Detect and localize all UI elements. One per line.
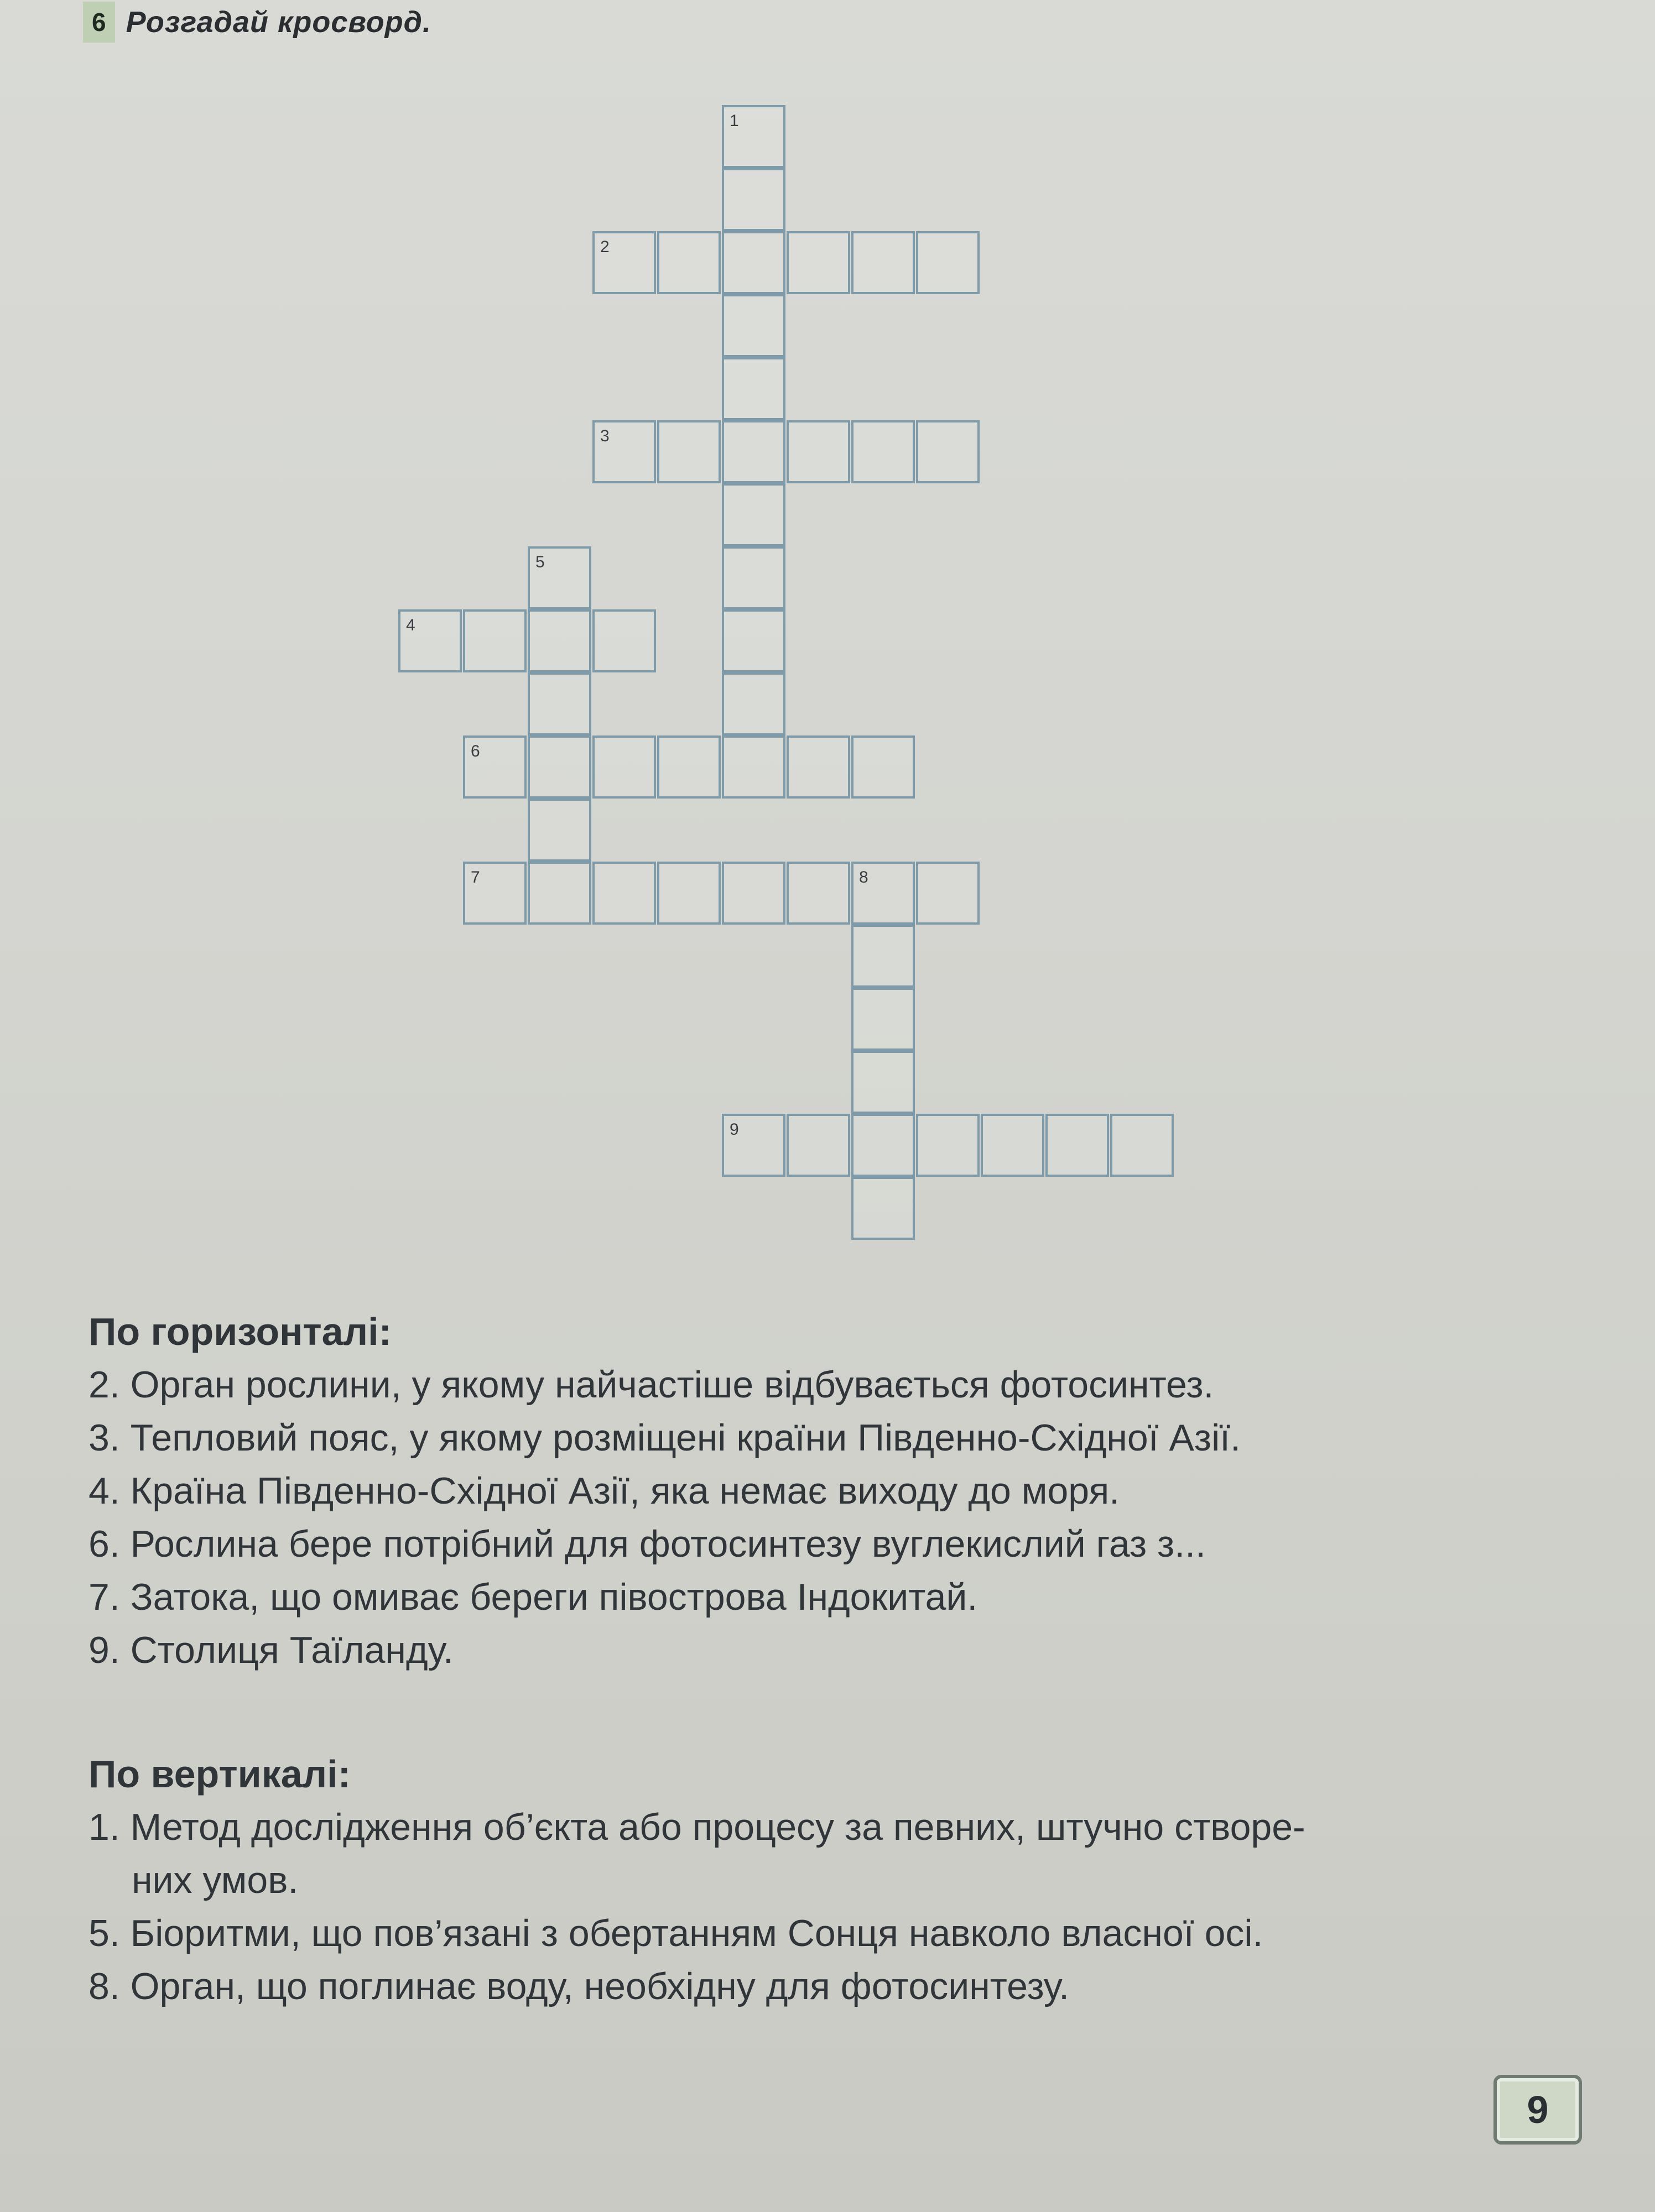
crossword-cell[interactable] — [528, 799, 591, 862]
crossword-cell[interactable] — [528, 672, 591, 735]
crossword-cell[interactable] — [722, 483, 785, 546]
crossword-cell[interactable] — [916, 1114, 980, 1177]
crossword-cell[interactable] — [851, 925, 915, 988]
crossword-cell[interactable] — [592, 862, 656, 925]
crossword-cell[interactable] — [851, 1177, 915, 1240]
crossword-cell[interactable] — [851, 988, 915, 1051]
crossword-cell[interactable] — [722, 672, 785, 735]
crossword-cell[interactable] — [851, 420, 915, 483]
crossword-cell[interactable] — [722, 105, 785, 168]
crossword-cell[interactable] — [722, 294, 785, 357]
across-clue-2: 2. Орган рослини, у якому найчастіше відбувається фотосинтез. — [89, 1364, 1214, 1406]
crossword-cell[interactable] — [722, 609, 785, 672]
across-heading: По горизонталі: — [89, 1310, 392, 1353]
crossword-cell[interactable] — [722, 1114, 785, 1177]
task-number: 6 — [83, 2, 115, 43]
crossword-cell[interactable] — [787, 420, 850, 483]
crossword-cell[interactable] — [657, 420, 721, 483]
crossword-cell[interactable] — [722, 168, 785, 231]
crossword-cell[interactable] — [722, 357, 785, 420]
across-clue-9: 9. Столиця Таїланду. — [89, 1629, 454, 1671]
crossword-cell[interactable] — [463, 862, 527, 925]
down-heading: По вертикалі: — [89, 1752, 351, 1796]
across-clue-4: 4. Країна Південно-Східної Азії, яка немає виходу до моря. — [89, 1470, 1120, 1512]
crossword-cell[interactable] — [592, 735, 656, 799]
cell-number: 3 — [600, 427, 610, 445]
crossword-cell[interactable] — [851, 862, 915, 925]
crossword-cell[interactable] — [851, 231, 915, 294]
crossword-cell[interactable] — [787, 735, 850, 799]
crossword-cell[interactable] — [722, 735, 785, 799]
crossword-cell[interactable] — [787, 1114, 850, 1177]
crossword-cell[interactable] — [657, 862, 721, 925]
crossword-cell[interactable] — [916, 862, 980, 925]
crossword-cell[interactable] — [463, 735, 527, 799]
across-clue-3: 3. Тепловий пояс, у якому розміщені країни Південно-Східної Азії. — [89, 1417, 1241, 1459]
crossword-cell[interactable] — [528, 735, 591, 799]
crossword-cell[interactable] — [528, 609, 591, 672]
crossword-cell[interactable] — [916, 420, 980, 483]
cell-number: 2 — [600, 238, 610, 256]
page-number: 9 — [1493, 2075, 1582, 2145]
down-clue-1-continuation: них умов. — [132, 1859, 299, 1901]
crossword-cell[interactable] — [916, 231, 980, 294]
crossword-cell[interactable] — [722, 862, 785, 925]
crossword-cell[interactable] — [528, 862, 591, 925]
crossword-cell[interactable] — [398, 609, 462, 672]
crossword-cell[interactable] — [1045, 1114, 1109, 1177]
crossword-cell[interactable] — [851, 1114, 915, 1177]
cell-number: 9 — [730, 1120, 739, 1139]
crossword-cell[interactable] — [592, 609, 656, 672]
crossword-cell[interactable] — [463, 609, 527, 672]
cell-number: 5 — [535, 553, 545, 571]
crossword-cell[interactable] — [592, 420, 656, 483]
down-clues — [89, 1747, 1527, 2013]
crossword-cell[interactable] — [787, 231, 850, 294]
crossword-cell[interactable] — [657, 231, 721, 294]
across-clue-6: 6. Рослина бере потрібний для фотосинтезу вуглекислий газ з... — [89, 1523, 1206, 1565]
task-title: Розгадай кросворд. — [126, 6, 431, 39]
crossword-cell[interactable] — [787, 862, 850, 925]
crossword-cell[interactable] — [592, 231, 656, 294]
crossword-cell[interactable] — [657, 735, 721, 799]
crossword-cell[interactable] — [851, 1051, 915, 1114]
crossword-cell[interactable] — [981, 1114, 1044, 1177]
cell-number: 8 — [859, 868, 868, 886]
cell-number: 1 — [730, 112, 739, 130]
crossword-cell[interactable] — [722, 420, 785, 483]
crossword-cell[interactable] — [722, 546, 785, 609]
crossword-cell[interactable] — [722, 231, 785, 294]
cell-number: 6 — [471, 742, 480, 760]
crossword-cell[interactable] — [1110, 1114, 1174, 1177]
across-clue-7: 7. Затока, що омиває береги півострова Індокитай. — [89, 1576, 978, 1618]
across-clues — [89, 1305, 1527, 1677]
crossword-cell[interactable] — [851, 735, 915, 799]
cell-number: 4 — [406, 616, 415, 634]
crossword-cell[interactable] — [528, 546, 591, 609]
down-clue-5: 5. Біоритми, що пов’язані з обертанням Сонця навколо власної осі. — [89, 1912, 1263, 1954]
down-clue-8: 8. Орган, що поглинає воду, необхідну для фотосинтезу. — [89, 1965, 1069, 2007]
cell-number: 7 — [471, 868, 480, 886]
down-clue-1: 1. Метод дослідження об’єкта або процесу за певних, штучно створе- — [89, 1806, 1305, 1848]
